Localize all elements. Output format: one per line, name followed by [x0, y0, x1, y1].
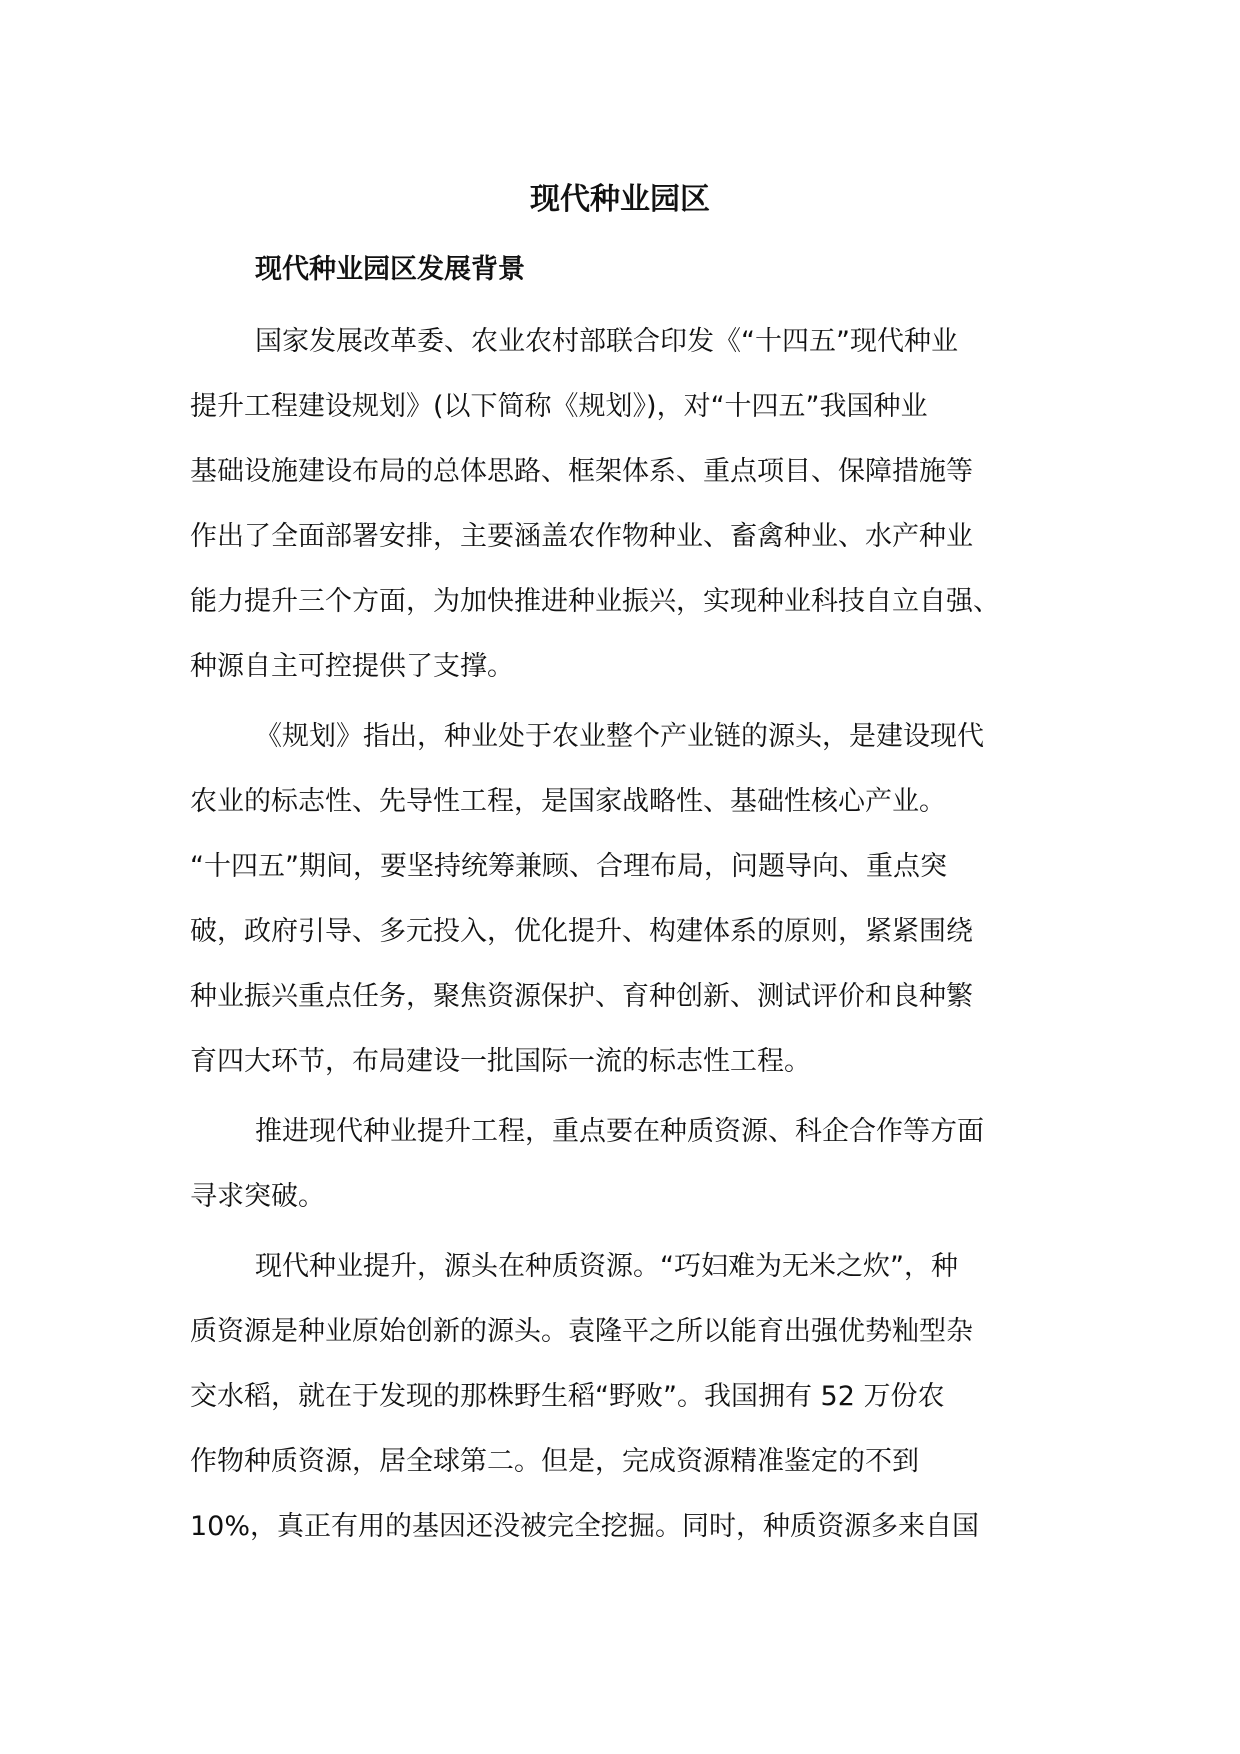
text-line: 能力提升三个方面，为加快推进种业振兴，实现种业科技自立自强、: [190, 586, 1000, 617]
text-line: 作物种质资源，居全球第二。但是，完成资源精准鉴定的不到: [190, 1446, 919, 1477]
text-line: 破，政府引导、多元投入，优化提升、构建体系的原则，紧紧围绕: [190, 916, 973, 947]
text-line: 国家发展改革委、农业农村部联合印发《“十四五”现代种业: [255, 326, 958, 357]
text-line: 作出了全面部署安排，主要涵盖农作物种业、畜禽种业、水产种业: [190, 521, 973, 552]
text-line: 交水稻，就在于发现的那株野生稻“野败”。我国拥有 52 万份农: [190, 1381, 945, 1412]
text-line: 10%，真正有用的基因还没被完全挖掘。同时，种质资源多来自国: [190, 1511, 980, 1542]
text-line: 种业振兴重点任务，聚焦资源保护、育种创新、测试评价和良种繁: [190, 981, 973, 1012]
text-line: 提升工程建设规划》(以下简称《规划》)，对“十四五”我国种业: [190, 391, 928, 422]
text-line: 现代种业提升，源头在种质资源。“巧妇难为无米之炊”，种: [255, 1251, 958, 1282]
document-title: 现代种业园区: [530, 182, 710, 217]
text-line: 种源自主可控提供了支撑。: [190, 651, 514, 682]
text-line: 推进现代种业提升工程，重点要在种质资源、科企合作等方面: [255, 1116, 984, 1147]
text-line: 质资源是种业原始创新的源头。袁隆平之所以能育出强优势籼型杂: [190, 1316, 973, 1347]
text-line: 《规划》指出，种业处于农业整个产业链的源头，是建设现代: [255, 721, 984, 752]
section-heading: 现代种业园区发展背景: [255, 254, 525, 285]
text-line: 育四大环节，布局建设一批国际一流的标志性工程。: [190, 1046, 811, 1077]
text-line: 寻求突破。: [190, 1181, 325, 1212]
text-line: “十四五”期间，要坚持统筹兼顾、合理布局，问题导向、重点突: [190, 851, 947, 882]
text-line: 基础设施建设布局的总体思路、框架体系、重点项目、保障措施等: [190, 456, 973, 487]
text-line: 农业的标志性、先导性工程，是国家战略性、基础性核心产业。: [190, 786, 946, 817]
